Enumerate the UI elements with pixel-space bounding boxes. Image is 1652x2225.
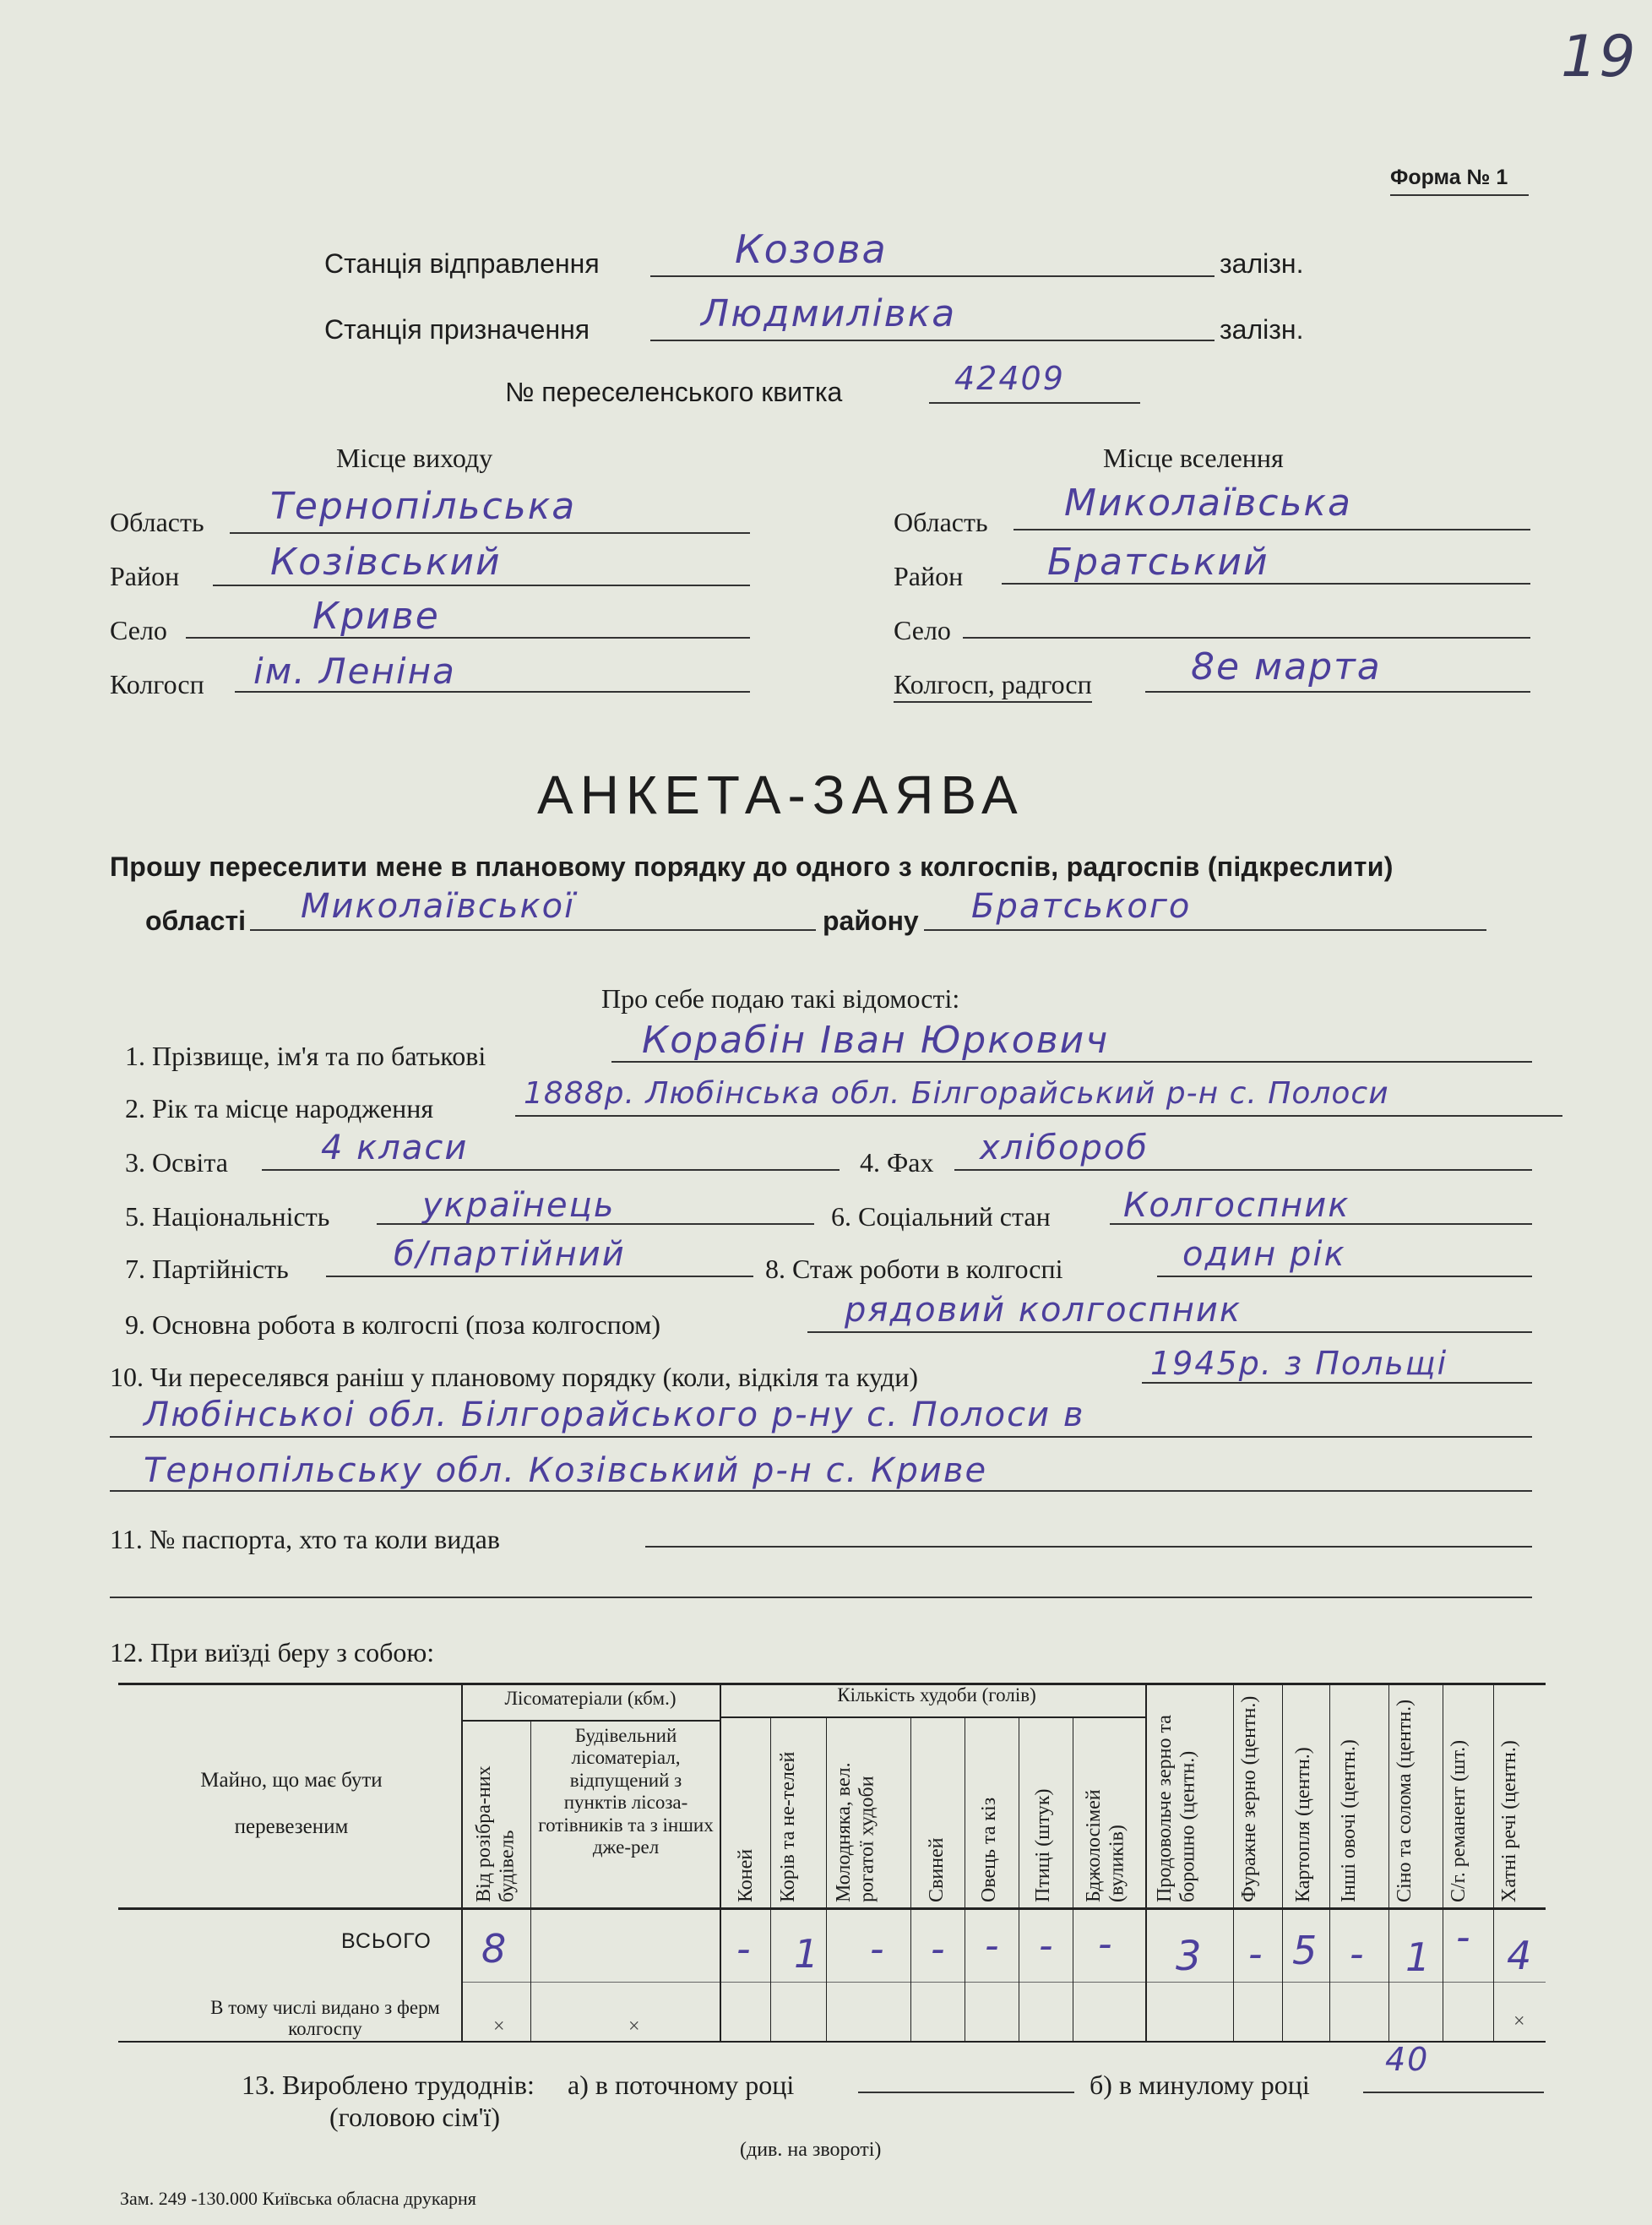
total-fodder: - xyxy=(1248,1931,1264,1977)
field-13-previous-value: 40 xyxy=(1385,2041,1430,2078)
document-title: АНКЕТА-ЗАЯВА xyxy=(537,764,1024,825)
field-7-value: б/партійний xyxy=(394,1235,626,1274)
row-total-label: ВСЬОГО xyxy=(341,1929,432,1953)
request-text: Прошу переселити мене в плановому порядку до одного з колгоспів, радгоспів (підкреслити) xyxy=(110,851,1394,882)
col-potato-header: Картопля (центн.) xyxy=(1292,1747,1314,1902)
total-horses: - xyxy=(736,1926,753,1972)
origin-oblast-value: Тернопільська xyxy=(270,485,577,528)
field-4-label: 4. Фах xyxy=(860,1147,934,1178)
field-4-value: хлібороб xyxy=(980,1129,1149,1167)
total-bees: - xyxy=(1098,1921,1114,1967)
field-5-label: 5. Національність xyxy=(125,1201,330,1232)
field-1-label: 1. Прізвище, ім'я та по батькові xyxy=(125,1041,486,1071)
field-5-value: українець xyxy=(422,1186,616,1225)
departure-rail-suffix: залізн. xyxy=(1220,248,1304,279)
field-13-current-label: а) в поточному році xyxy=(568,2070,795,2100)
col-demolished-header: Від розібра-них будівель xyxy=(473,1765,519,1902)
origin-kolhosp-value: ім. Леніна xyxy=(253,650,456,692)
info-heading: Про себе подаю такі відомості: xyxy=(601,983,960,1014)
destination-kolhosp-label: Колгосп, радгосп xyxy=(894,669,1092,703)
col-building-timber-header: Будівельний лісоматеріал, відпущений з пунктів лісоза-готівників та з інших дже-рел xyxy=(538,1725,714,1858)
destination-station-label: Станція призначення xyxy=(324,314,590,345)
col-hay-header: Сіно та солома (центн.) xyxy=(1394,1699,1416,1902)
printer-footer: Зам. 249 -130.000 Київська обласна друкарня xyxy=(120,2188,476,2209)
col-fodder-header: Фуражне зерно (центн.) xyxy=(1238,1695,1260,1902)
col-cows-header: Корів та не-телей xyxy=(777,1751,799,1902)
field-10-label: 10. Чи переселявся раніш у плановому порядку (коли, відкіля та куди) xyxy=(110,1362,918,1392)
destination-village-label: Село xyxy=(894,615,951,645)
ticket-label: № переселенського квитка xyxy=(505,377,843,407)
destination-heading: Місце вселення xyxy=(1103,443,1284,473)
request-rayon-value: Братського xyxy=(971,887,1192,926)
destination-rayon-label: Район xyxy=(894,561,964,591)
destination-kolhosp-value: 8е марта xyxy=(1191,645,1382,688)
group-livestock-header: Кількість худоби (голів) xyxy=(837,1684,1036,1705)
field-2-value: 1888р. Любінська обл. Білгорайський р-н с. Полоси xyxy=(524,1076,1389,1111)
total-poultry: - xyxy=(1039,1923,1055,1968)
total-household: 4 xyxy=(1507,1933,1534,1978)
request-rayon-label: району xyxy=(823,906,919,936)
total-hay: 1 xyxy=(1405,1934,1432,1980)
see-reverse-note: (див. на звороті) xyxy=(740,2139,882,2161)
origin-oblast-label: Область xyxy=(110,507,204,537)
destination-station-value: Людмилівка xyxy=(701,292,957,335)
total-pigs: - xyxy=(931,1926,947,1972)
request-oblast-value: Миколаївської xyxy=(301,887,576,926)
origin-rayon-label: Район xyxy=(110,561,180,591)
field-11-label: 11. № паспорта, хто та коли видав xyxy=(110,1524,500,1554)
col-tools-header: С/г. реманент (шт.) xyxy=(1448,1739,1470,1902)
col-poultry-header: Птиці (штук) xyxy=(1032,1788,1054,1902)
page-number: 19 xyxy=(1561,24,1638,90)
field-13-sub: (головою сім'ї) xyxy=(329,2102,500,2132)
field-6-value: Колгоспник xyxy=(1123,1186,1350,1225)
col-vegetables-header: Інші овочі (центн.) xyxy=(1338,1739,1360,1902)
row-issued-label: В тому числі видано з ферм колгоспу xyxy=(210,1997,440,2040)
group-timber-header: Лісоматеріали (кбм.) xyxy=(504,1688,677,1709)
destination-rayon-value: Братський xyxy=(1047,541,1269,584)
col-horses-header: Коней xyxy=(735,1848,757,1902)
field-1-value: Корабін Іван Юркович xyxy=(642,1019,1110,1062)
field-8-value: один рік xyxy=(1182,1235,1346,1274)
total-potato: 5 xyxy=(1292,1928,1319,1973)
field-13-label: 13. Вироблено трудоднів: xyxy=(242,2070,535,2100)
col-grain-header: Продовольче зерно та борошно (центн.) xyxy=(1154,1715,1199,1902)
field-13-previous-label: б) в минулому році xyxy=(1090,2070,1310,2100)
field-7-label: 7. Партійність xyxy=(125,1254,289,1284)
total-demolished: 8 xyxy=(481,1926,508,1972)
col-household-header: Хатні речі (центн.) xyxy=(1498,1740,1520,1902)
field-12-label: 12. При виїзді беру з собою: xyxy=(110,1637,435,1667)
departure-station-value: Козова xyxy=(735,226,888,272)
origin-village-value: Криве xyxy=(312,595,440,638)
total-cows: 1 xyxy=(794,1931,821,1977)
issued-mark-household: × xyxy=(1513,2010,1525,2032)
col-sheep-header: Овець та кіз xyxy=(978,1797,1000,1902)
ticket-value: 42409 xyxy=(954,360,1065,397)
field-8-label: 8. Стаж роботи в колгоспі xyxy=(765,1254,1063,1284)
field-2-label: 2. Рік та місце народження xyxy=(125,1093,434,1123)
field-9-value: рядовий колгоспник xyxy=(845,1291,1242,1330)
col-young-cattle-header: Молодняка, вел. рогатої худоби xyxy=(833,1762,878,1902)
destination-oblast-label: Область xyxy=(894,507,988,537)
request-oblast-label: області xyxy=(145,906,246,936)
field-10-value-line-3: Тернопільську обл. Козівський р-н с. Криве xyxy=(144,1451,988,1490)
total-grain: 3 xyxy=(1176,1933,1204,1980)
field-3-label: 3. Освіта xyxy=(125,1147,228,1178)
total-tools: - xyxy=(1456,1914,1472,1960)
origin-village-label: Село xyxy=(110,615,167,645)
col-bees-header: Бджолосімей (вуликів) xyxy=(1083,1789,1128,1902)
origin-kolhosp-label: Колгосп xyxy=(110,669,204,699)
destination-rail-suffix: залізн. xyxy=(1220,314,1304,345)
col-pigs-header: Свиней xyxy=(926,1837,948,1902)
total-young-cattle: - xyxy=(870,1926,886,1972)
field-9-label: 9. Основна робота в колгоспі (поза колгоспом) xyxy=(125,1309,661,1340)
field-6-label: 6. Соціальний стан xyxy=(831,1201,1051,1232)
destination-oblast-value: Миколаївська xyxy=(1064,481,1352,525)
col-property-header: Майно, що має бути перевезеним xyxy=(200,1769,383,1838)
origin-heading: Місце виходу xyxy=(336,443,493,473)
field-10-value-line-2: Любінськоі обл. Білгорайського р-ну с. Полоси в xyxy=(144,1395,1085,1434)
form-number: Форма № 1 xyxy=(1390,166,1508,189)
field-10-value-line-1: 1945р. з Польщі xyxy=(1150,1345,1448,1382)
total-vegetables: - xyxy=(1350,1931,1366,1977)
issued-mark-demolished: × xyxy=(493,2016,505,2037)
origin-rayon-value: Козівський xyxy=(270,541,502,584)
departure-station-label: Станція відправлення xyxy=(324,248,600,279)
total-sheep: - xyxy=(985,1923,1001,1968)
issued-mark-timber: × xyxy=(628,2016,640,2037)
field-3-value: 4 класи xyxy=(321,1129,469,1167)
